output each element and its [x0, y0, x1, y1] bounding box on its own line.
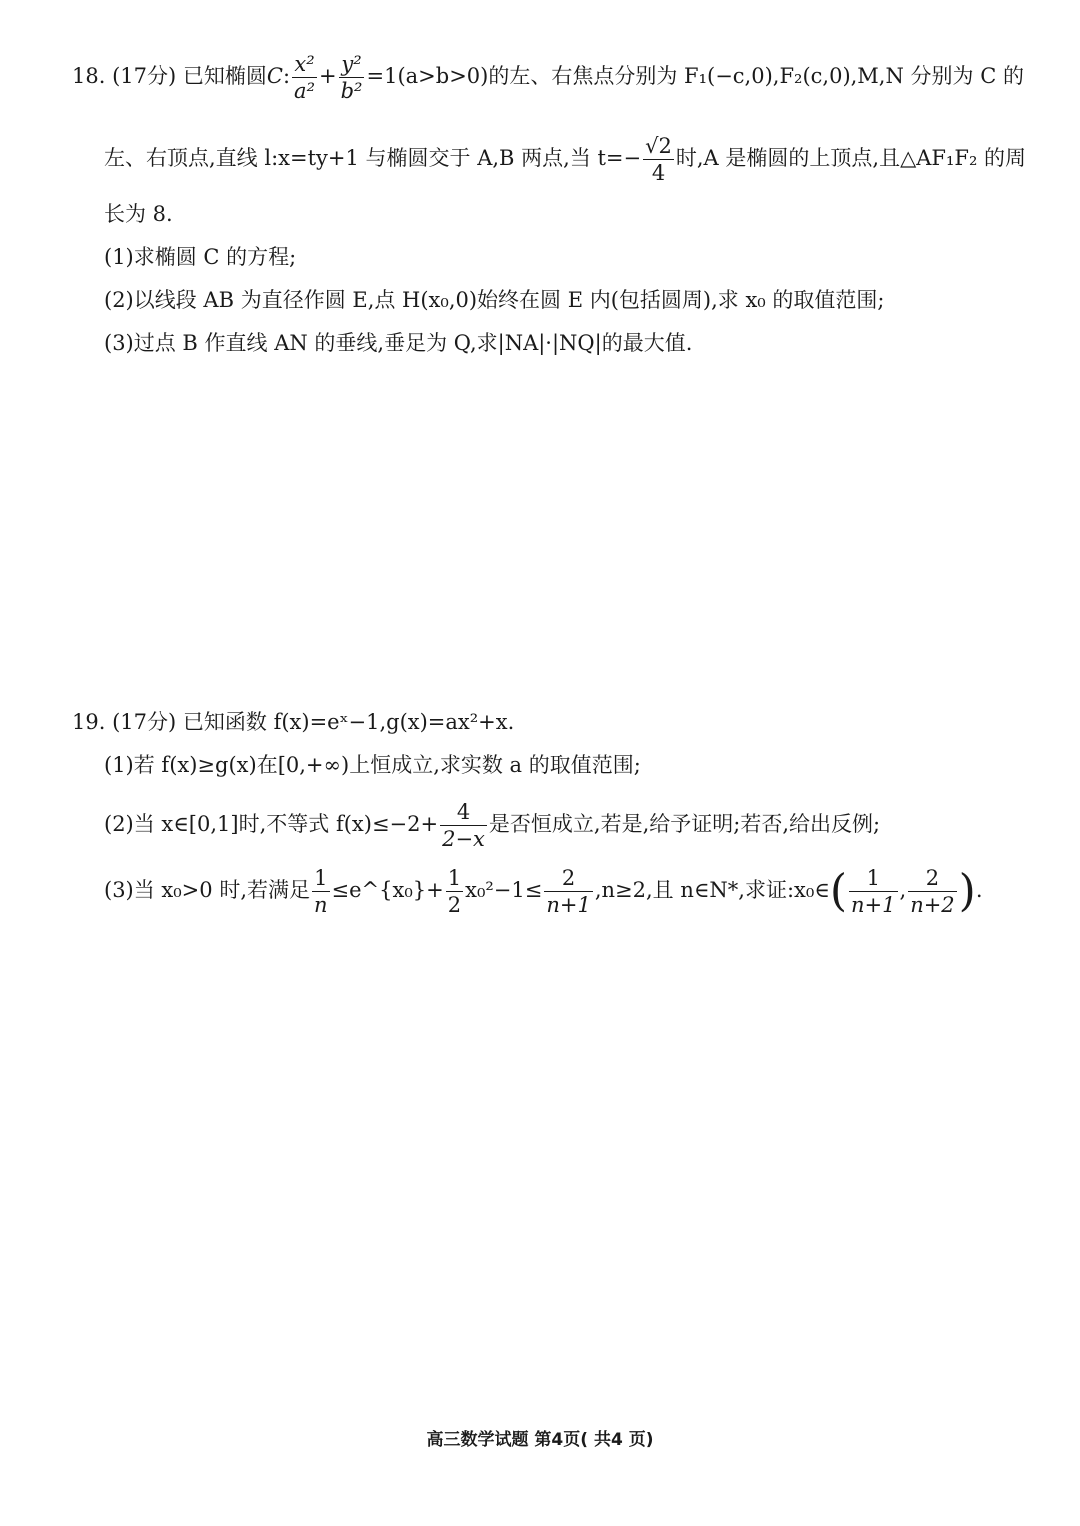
frac-1-over-2 — [446, 866, 463, 917]
q18-text-cont: =1(a>b>0)的左、右焦点分别为 F₁(−c,0),F₂(c,0),M,N 分别为 C 的 — [366, 64, 1024, 89]
frac-denominator: n+1 — [851, 893, 896, 918]
frac-2-over-n2 — [908, 866, 956, 917]
frac-numerator: 2 — [908, 866, 956, 892]
plus-sign: + — [319, 64, 337, 89]
q18-part-3: (3)过点 B 作直线 AN 的垂线,垂足为 Q,求|NA|·|NQ|的最大值. — [104, 331, 693, 355]
q19-part-2 — [104, 800, 880, 851]
close-paren: ) — [958, 865, 976, 917]
frac-numerator: y² — [339, 52, 365, 78]
frac-denominator: 2 — [447, 893, 462, 918]
frac-numerator: 1 — [312, 866, 330, 892]
q18-text: 已知椭圆 — [182, 64, 267, 89]
q19-part3-exp: ≤e^{x₀}+ — [331, 878, 444, 903]
q18-line2-text-cont: 时,A 是椭圆的上顶点,且△AF₁F₂ 的周 — [675, 146, 1027, 171]
q18-line-3: 长为 8. — [104, 202, 173, 226]
frac-numerator: 2 — [544, 866, 592, 892]
q18-frac-t — [643, 134, 674, 185]
q19-part3-cond: ,n≥2,且 n∈N*,求证:x₀∈ — [594, 878, 830, 903]
period: . — [975, 878, 983, 903]
frac-denominator: n+2 — [910, 893, 955, 918]
q19-part2-text: (2)当 x∈[0,1]时,不等式 f(x)≤−2+ — [104, 812, 439, 837]
q18-frac-x — [292, 52, 317, 103]
q19-text: 已知函数 f(x)=eˣ−1,g(x)=ax²+x. — [182, 710, 515, 734]
q19-part2-text-cont: 是否恒成立,若是,给予证明;若否,给出反例; — [488, 812, 881, 837]
frac-numerator: 4 — [440, 800, 487, 826]
q18-number: 18. — [72, 64, 106, 89]
comma: , — [899, 878, 907, 903]
q18-score: (17分) — [112, 64, 177, 89]
frac-numerator: x² — [292, 52, 317, 78]
frac-numerator: 1 — [446, 866, 463, 892]
q18-frac-y — [339, 52, 365, 103]
q18-line2-text: 左、右顶点,直线 l:x=ty+1 与椭圆交于 A,B 两点,当 t=− — [104, 146, 642, 171]
q18-ellipse-name: C — [266, 64, 283, 89]
page-footer: 高三数学试题 第4页( 共4 页) — [426, 1430, 654, 1450]
q19-score: (17分) — [112, 710, 177, 734]
q19-line-1 — [72, 712, 514, 733]
frac-numerator: 1 — [849, 866, 897, 892]
q18-colon: : — [282, 64, 291, 89]
frac-denominator: n — [314, 893, 328, 918]
frac-numerator: √2 — [643, 134, 674, 160]
q18-part-1: (1)求椭圆 C 的方程; — [104, 245, 297, 269]
q19-part-3 — [104, 866, 983, 917]
frac-denominator: b² — [340, 79, 363, 104]
q19-part-1: (1)若 f(x)≥g(x)在[0,+∞)上恒成立,求实数 a 的取值范围; — [104, 753, 641, 777]
q19-frac — [440, 800, 487, 851]
frac-2-over-n1 — [544, 866, 592, 917]
frac-denominator: 4 — [651, 161, 666, 186]
open-paren: ( — [829, 865, 848, 917]
q18-line-2 — [104, 134, 1026, 185]
q19-number: 19. — [72, 710, 106, 734]
frac-denominator: n+1 — [546, 893, 591, 918]
frac-denominator: a² — [294, 79, 315, 104]
frac-1-over-n — [312, 866, 330, 917]
q19-part3-text: (3)当 x₀>0 时,若满足 — [104, 878, 310, 903]
q18-line-1 — [72, 52, 1024, 103]
q18-part-2: (2)以线段 AB 为直径作圆 E,点 H(x₀,0)始终在圆 E 内(包括圆周),求 x₀ 的取值范围; — [104, 288, 885, 312]
q19-part3-mid: x₀²−1≤ — [465, 878, 543, 903]
frac-1-over-n1 — [849, 866, 897, 917]
frac-denominator: 2−x — [442, 827, 485, 852]
